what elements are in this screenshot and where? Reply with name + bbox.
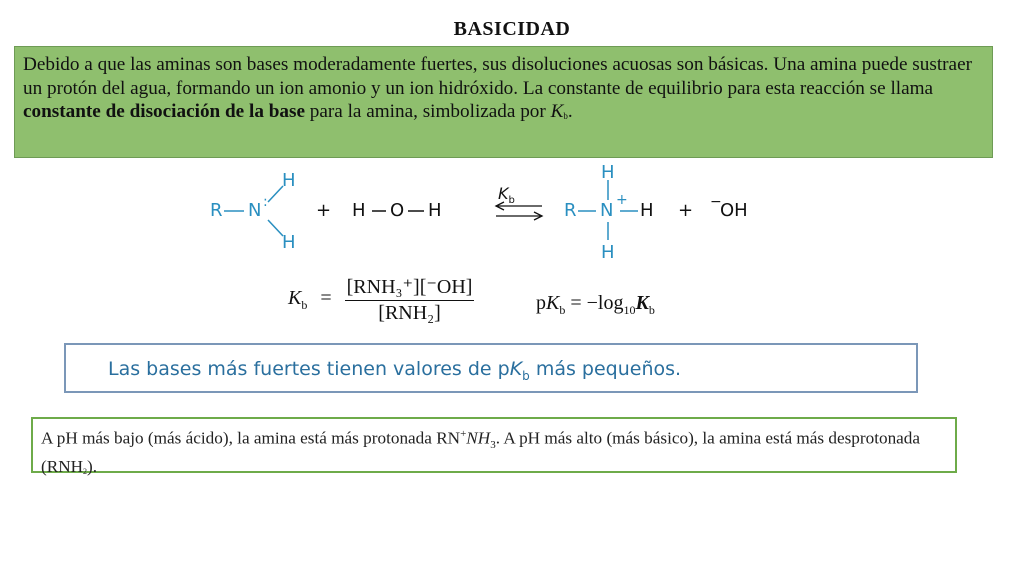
intro-end: . bbox=[567, 101, 573, 122]
kb-lhs-sub: b bbox=[301, 298, 308, 313]
kb-fraction bbox=[345, 274, 475, 325]
plus-sign-1: + bbox=[316, 200, 332, 221]
pkb-rhs: = −log bbox=[570, 292, 624, 314]
highlight-text-2: más pequeños. bbox=[529, 358, 682, 380]
water-o: O bbox=[390, 200, 405, 221]
kb-lhs: K bbox=[288, 287, 302, 310]
intro-bold-term: constante de disociación de la base bbox=[23, 101, 305, 122]
nitrogen-2: N bbox=[600, 200, 614, 221]
intro-text-1: Debido a que las aminas son bases moderadamente fuertes, sus disoluciones acuosas son básicas. Una amina puede sustraer un protón del agua, formando un ion amonio y un ion hidróxido. La constante de equilibrio para esta reacción se llama bbox=[23, 54, 972, 99]
nitrogen-1: N bbox=[248, 200, 262, 221]
kb-expression bbox=[288, 274, 474, 325]
note-nh-sub: 3 bbox=[490, 439, 496, 452]
pkb-expression bbox=[536, 292, 655, 318]
note-plus: + bbox=[460, 428, 467, 440]
hydroxide-charge: − bbox=[710, 194, 722, 210]
h-right-2: H bbox=[640, 200, 654, 221]
r-group-1: R bbox=[210, 200, 223, 221]
page-title: BASICIDAD bbox=[453, 18, 571, 40]
lone-pair: : bbox=[263, 194, 268, 210]
pkb-p: p bbox=[536, 292, 546, 314]
highlight-k-sub: b bbox=[522, 368, 530, 383]
intro-kb-sub: b bbox=[563, 111, 568, 121]
arrow-kb-label: $K_b$ bbox=[498, 184, 515, 207]
note-text-3: ). bbox=[87, 457, 98, 477]
highlight-box bbox=[64, 343, 918, 393]
note-text-2: . A pH más alto (más básico), la amina está más desprotonada (RNH bbox=[41, 428, 921, 477]
kb-equals: = bbox=[320, 287, 332, 310]
intro-paragraph-box bbox=[14, 46, 993, 158]
pkb-k2: K bbox=[635, 292, 649, 314]
pkb-log-sub: 10 bbox=[623, 303, 636, 317]
h-bottom-2: H bbox=[601, 242, 615, 263]
ph-note-box bbox=[31, 417, 957, 477]
plus-sign-2: + bbox=[678, 200, 694, 221]
ammonium-charge: + bbox=[616, 192, 628, 208]
h-bottom-1: H bbox=[282, 232, 296, 253]
note-sub-2: 2 bbox=[83, 467, 88, 477]
pkb-k: K bbox=[546, 292, 560, 314]
intro-text-2: para la amina, simbolizada por bbox=[304, 101, 551, 122]
note-text-1: A pH más bajo (más ácido), la amina está más protonada RN bbox=[41, 428, 461, 448]
note-nh: NH bbox=[466, 428, 491, 448]
h-top-1: H bbox=[282, 170, 296, 191]
kb-numerator: [RNH₃⁺][⁻OH] bbox=[345, 274, 475, 301]
pkb-k2-sub: b bbox=[648, 303, 655, 317]
highlight-text-1: Las bases más fuertes tienen valores de p bbox=[108, 358, 510, 380]
pkb-k-sub: b bbox=[559, 303, 566, 317]
amine-reaction-diagram bbox=[200, 160, 780, 270]
intro-kb-symbol: K bbox=[550, 101, 564, 122]
water-h2: H bbox=[428, 200, 442, 221]
water-h1: H bbox=[352, 200, 366, 221]
r-group-2: R bbox=[564, 200, 577, 221]
kb-denominator: [RNH₂] bbox=[378, 302, 441, 324]
hydroxide: OH bbox=[720, 200, 748, 221]
highlight-k: K bbox=[509, 358, 523, 380]
h-top-2: H bbox=[601, 162, 615, 183]
